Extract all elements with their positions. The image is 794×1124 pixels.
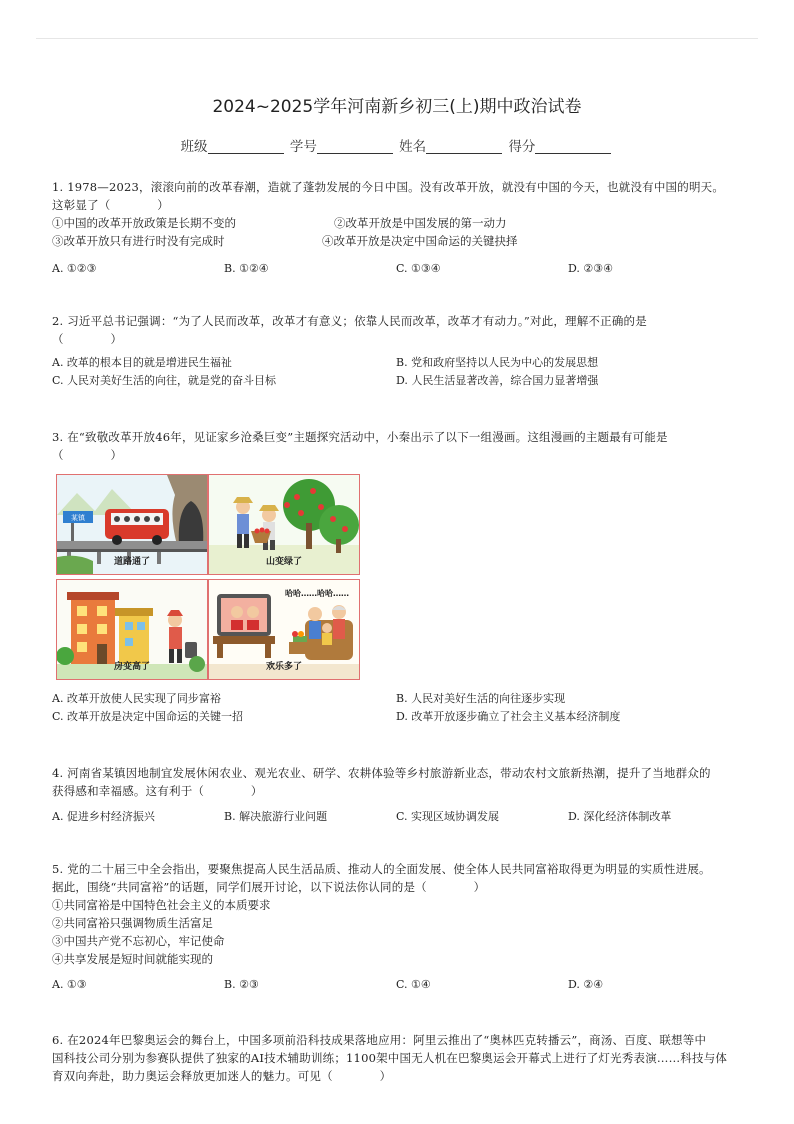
question-1 <box>52 178 742 278</box>
question-stem-line: 2. 习近平总书记强调：“为了人民而改革，改革才有意义；依靠人民而改革，改革才有动力。”对此，理解不正确的是 <box>52 314 647 328</box>
class-label: 班级 <box>180 139 208 155</box>
name-blank[interactable] <box>426 139 502 154</box>
comic-panel-houses <box>56 579 208 680</box>
statement-4: ④改革开放是决定中国命运的关键抉择 <box>322 234 518 248</box>
options-row <box>52 354 742 372</box>
option-a[interactable]: A. 改革的根本目的就是增进民生福祉 <box>52 356 232 369</box>
question-5 <box>52 860 742 994</box>
statement-4: ④共享发展是短时间就能实现的 <box>52 952 213 966</box>
student-id-label: 学号 <box>289 139 317 155</box>
option-a[interactable]: A. ①②③ <box>52 262 97 275</box>
laugh-bubble-text: 哈哈……哈哈…… <box>285 589 349 598</box>
option-d[interactable]: D. 深化经济体制改革 <box>568 810 672 823</box>
panel-caption: 道路通了 <box>113 557 150 567</box>
name-field <box>399 135 504 155</box>
question-4 <box>52 764 742 826</box>
question-stem-line: 获得感和幸福感。这有利于（ ） <box>52 784 263 798</box>
question-6 <box>52 1031 742 1085</box>
statement-3: ③中国共产党不忘初心，牢记使命 <box>52 934 225 948</box>
option-d[interactable]: D. ②④ <box>568 978 604 991</box>
question-3 <box>52 428 742 726</box>
option-b[interactable]: B. 党和政府坚持以人民为中心的发展思想 <box>396 356 599 369</box>
options-row <box>52 690 742 708</box>
comic-panel-road <box>56 474 208 575</box>
question-stem-line: 5. 党的二十届三中全会指出，要聚焦提高人民生活品质、推动人的全面发展、使全体人民共同富裕取得更为明显的实质性进展。 <box>52 862 711 876</box>
options-row <box>52 976 742 994</box>
option-c[interactable]: C. 人民对美好生活的向往，就是党的奋斗目标 <box>52 374 277 387</box>
option-d[interactable]: D. ②③④ <box>568 262 614 275</box>
option-c[interactable]: C. 实现区域协调发展 <box>396 810 500 823</box>
option-c[interactable]: C. ①④ <box>396 978 431 991</box>
statement-3: ③改革开放只有进行时没有完成时 <box>52 234 225 248</box>
question-stem-line: 国科技公司分别为参赛队提供了独家的AI技术辅助训练；1100架中国无人机在巴黎奥运会开幕式上进行了灯光秀表演……科技与体 <box>52 1051 728 1065</box>
comic-strip <box>52 474 364 684</box>
class-blank[interactable] <box>208 139 284 154</box>
statement-1: ①共同富裕是中国特色社会主义的本质要求 <box>52 898 271 912</box>
option-b[interactable]: B. 解决旅游行业问题 <box>224 810 328 823</box>
question-stem-line: 育双向奔赴，助力奥运会释放更加迷人的魅力。可见（ ） <box>52 1069 392 1083</box>
question-stem-line: 3. 在“致敬改革开放46年，见证家乡沧桑巨变”主题探究活动中，小秦出示了以下一组漫画。这组漫画的主题最有可能是 <box>52 430 668 444</box>
option-c[interactable]: C. 改革开放是决定中国命运的关键一招 <box>52 710 244 723</box>
options-row <box>52 372 742 390</box>
question-stem-line: 据此，围绕“共同富裕”的话题，同学们展开讨论，以下说法你认同的是（ ） <box>52 880 486 894</box>
student-info-row <box>0 135 794 155</box>
option-b[interactable]: B. ①②④ <box>224 262 269 275</box>
question-stem-line: 4. 河南省某镇因地制宜发展休闲农业、观光农业、研学、农耕体验等乡村旅游新业态，带动农村文旅新热潮，提升了当地群众的 <box>52 766 711 780</box>
question-stem-line: 这彰显了（ ） <box>52 198 169 212</box>
panel-caption: 欢乐多了 <box>265 662 302 672</box>
option-b[interactable]: B. ②③ <box>224 978 259 991</box>
panel-caption: 房变高了 <box>113 662 150 672</box>
option-c[interactable]: C. ①③④ <box>396 262 441 275</box>
statement-row <box>52 232 742 250</box>
question-stem-line: 6. 在2024年巴黎奥运会的舞台上，中国多项前沿科技成果落地应用：阿里云推出了“奥林匹克转播云”，商汤、百度、联想等中 <box>52 1033 707 1047</box>
question-stem-line: 1. 1978—2023，滚滚向前的改革春潮，造就了蓬勃发展的今日中国。没有改革开放，就没有中国的今天，也就没有中国的明天。 <box>52 180 725 194</box>
question-stem-line: （ ） <box>52 448 123 462</box>
statement-row <box>52 214 742 232</box>
option-b[interactable]: B. 人民对美好生活的向往逐步实现 <box>396 692 566 705</box>
option-d[interactable]: D. 人民生活显著改善，综合国力显著增强 <box>396 374 599 387</box>
statement-2: ②改革开放是中国发展的第一动力 <box>334 216 507 230</box>
statement-2: ②共同富裕只强调物质生活富足 <box>52 916 213 930</box>
top-rule <box>36 38 758 39</box>
panel-caption: 山变绿了 <box>265 557 302 567</box>
student-id-blank[interactable] <box>317 139 393 154</box>
options-row <box>52 808 742 826</box>
score-field <box>508 135 613 155</box>
option-d[interactable]: D. 改革开放逐步确立了社会主义基本经济制度 <box>396 710 621 723</box>
option-a[interactable]: A. 改革开放使人民实现了同步富裕 <box>52 692 221 705</box>
comic-panel-joy <box>208 579 360 680</box>
name-label: 姓名 <box>399 139 427 155</box>
page-title: 2024~2025学年河南新乡初三(上)期中政治试卷 <box>212 97 582 117</box>
town-sign-text: 某镇 <box>71 514 85 522</box>
statement-1: ①中国的改革开放政策是长期不变的 <box>52 216 236 230</box>
options-row <box>52 708 742 726</box>
option-a[interactable]: A. ①③ <box>52 978 87 991</box>
score-label: 得分 <box>508 139 536 155</box>
comic-panel-green <box>208 474 360 575</box>
student-id-field <box>290 135 395 155</box>
question-stem-line: （ ） <box>52 332 123 346</box>
question-2 <box>52 312 742 390</box>
score-blank[interactable] <box>535 139 611 154</box>
option-a[interactable]: A. 促进乡村经济振兴 <box>52 810 155 823</box>
class-field <box>181 135 286 155</box>
options-row <box>52 260 742 278</box>
